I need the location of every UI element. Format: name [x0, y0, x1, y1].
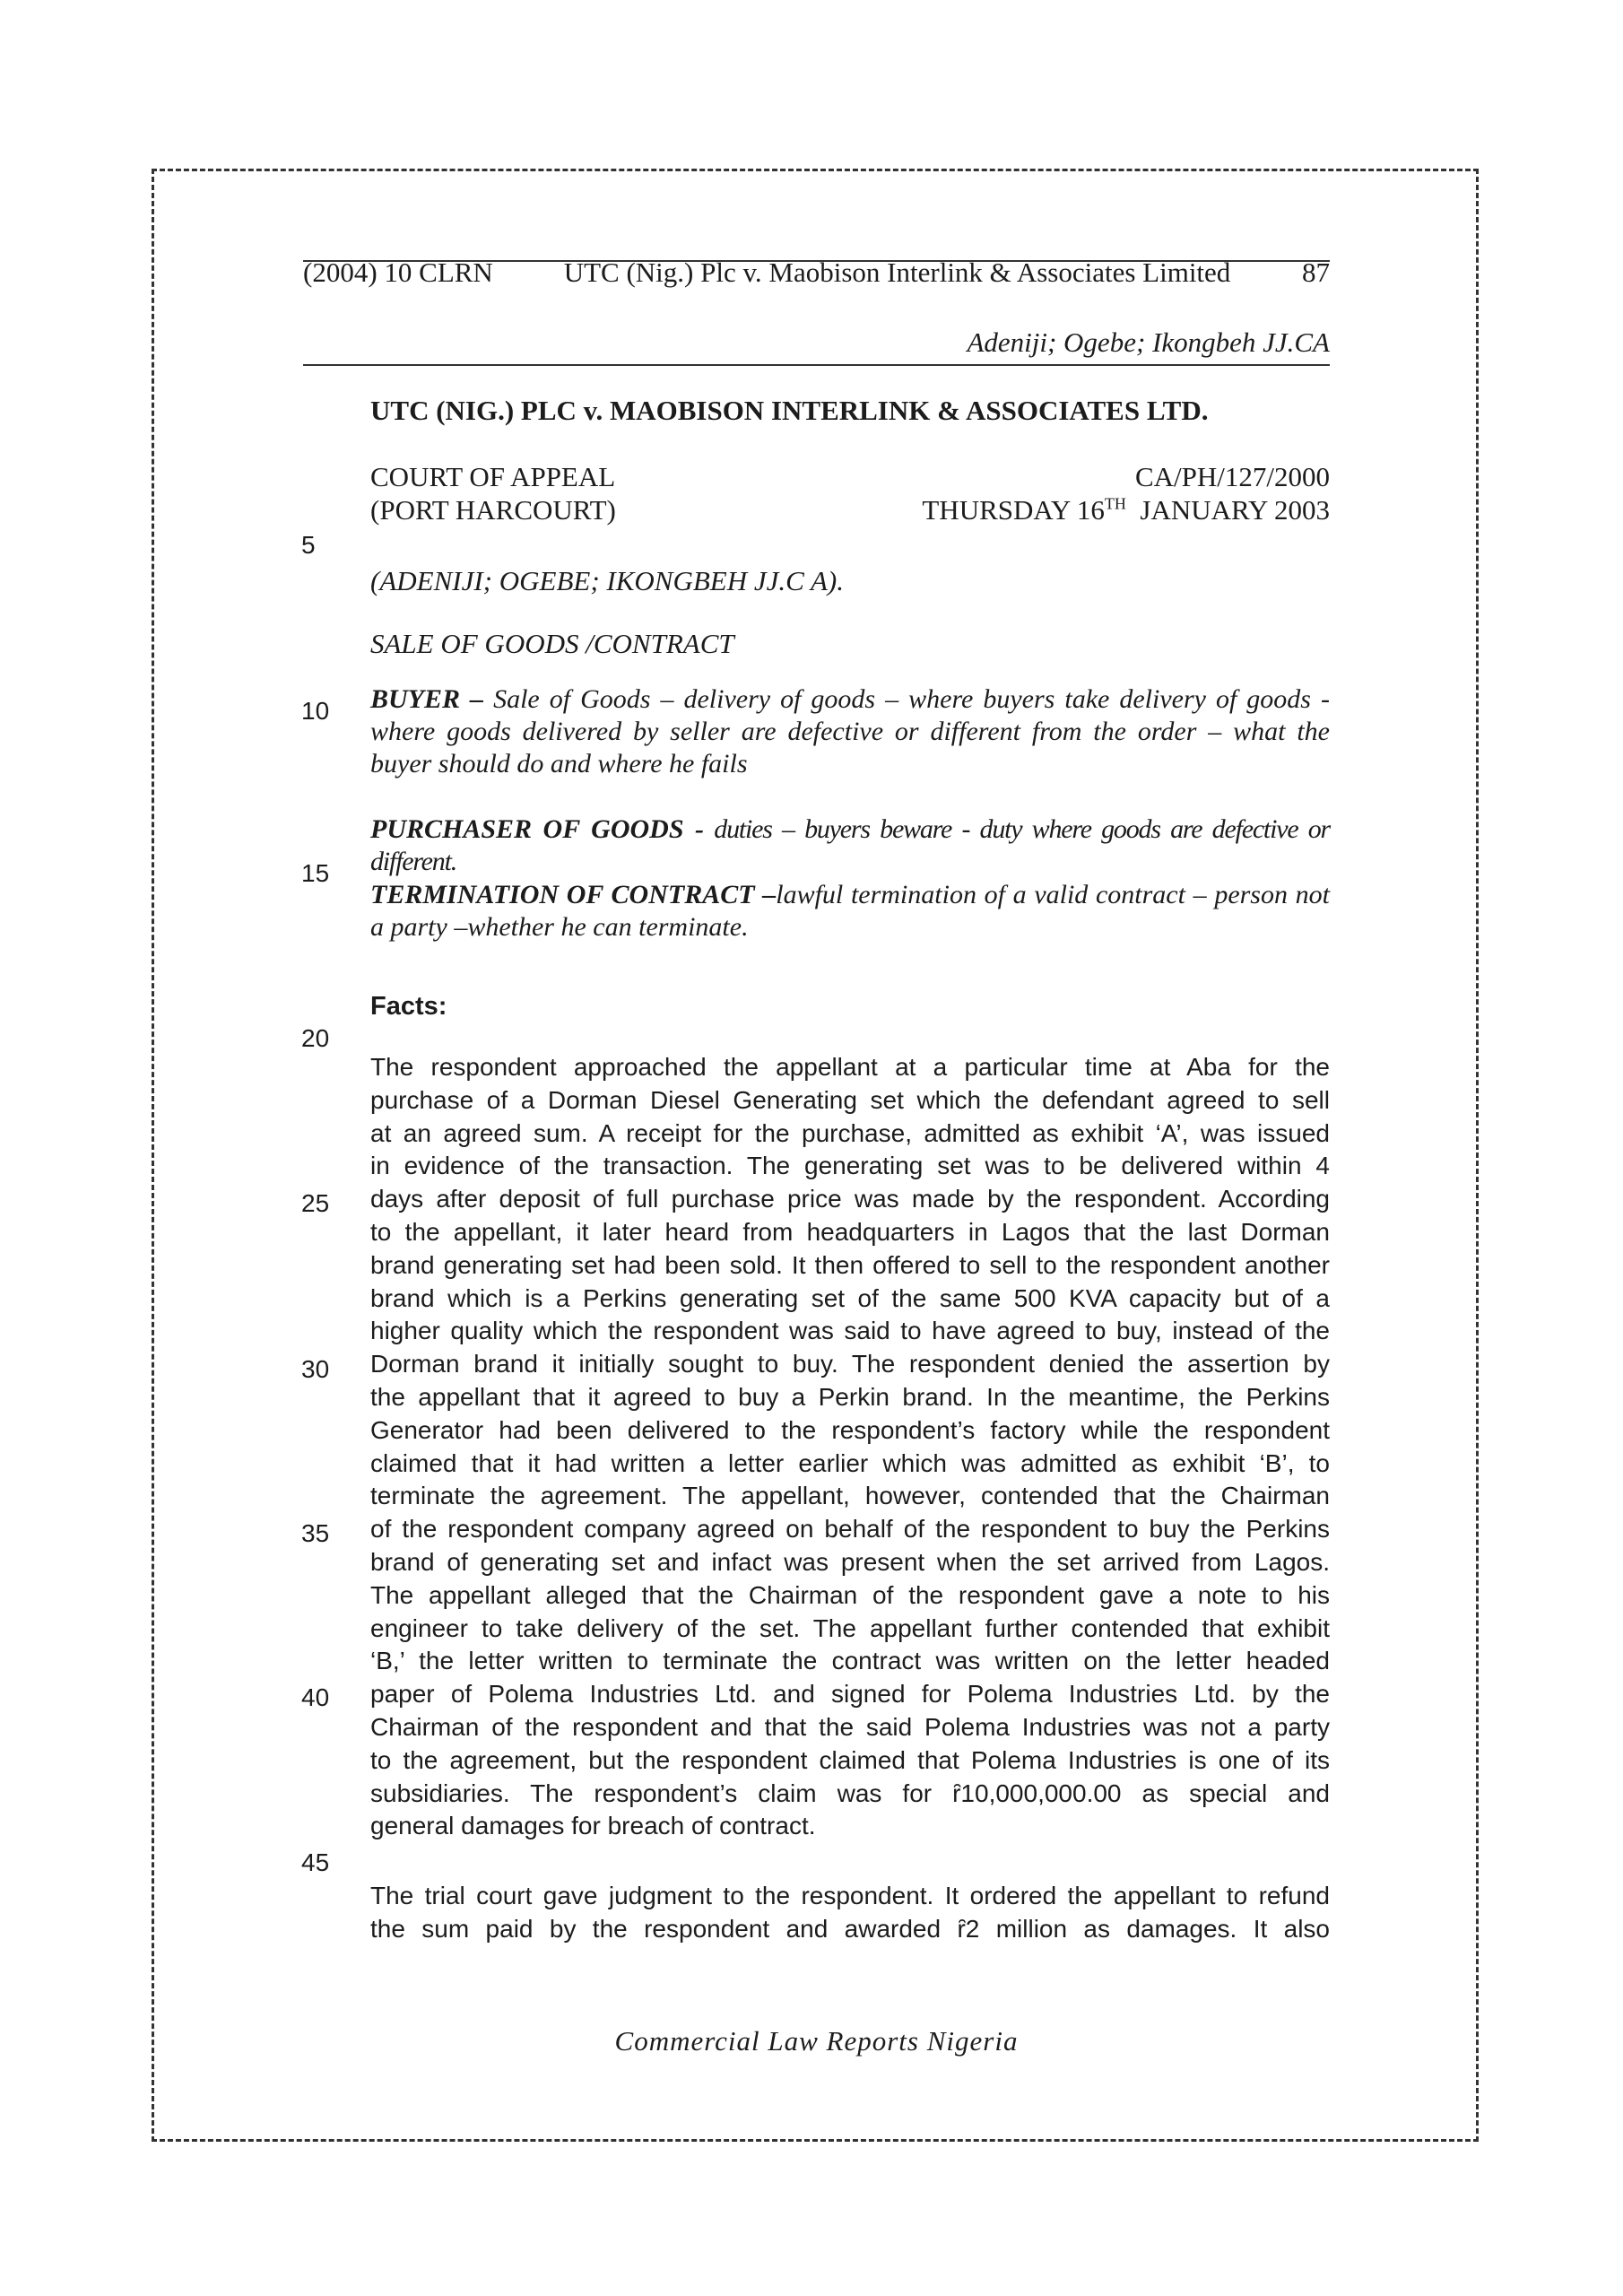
line-number: 15 — [301, 859, 330, 887]
running-title: UTC (Nig.) Plc v. Maobison Interlink & Associates Limited — [563, 257, 1231, 288]
text-line: brand which is a Perkins generating set of the same 500 KVA capacity but of a — [370, 1283, 1330, 1312]
text-line: The respondent approached the appellant at a particular time at Aba for the — [370, 1053, 1330, 1081]
facts-heading: Facts: — [370, 992, 447, 1021]
line-number: 40 — [301, 1683, 330, 1711]
line-number: 10 — [301, 697, 330, 725]
page-footer: Commercial Law Reports Nigeria — [614, 2025, 1019, 2057]
text-line: general damages for breach of contract. — [370, 1812, 816, 1840]
text-line: at an agreed sum. A receipt for the purchase, admitted as exhibit ‘A’, was issued — [370, 1118, 1330, 1147]
text-line: days after deposit of full purchase price was made by the respondent. According — [370, 1185, 1330, 1213]
text-line: to the appellant, it later heard from headquarters in Lagos that the last Dorman — [370, 1217, 1330, 1246]
suit-number: CA/PH/127/2000 — [1134, 461, 1330, 492]
text-line: ‘B,’ the letter written to terminate the contract was written on the letter headed — [370, 1647, 1330, 1675]
text-line: terminate the agreement. The appellant, however, contended that the Chairman — [370, 1482, 1330, 1510]
facts-paragraph-1 — [370, 1051, 1330, 1843]
line-number: 25 — [301, 1189, 330, 1217]
line-number: 45 — [301, 1848, 330, 1876]
header-bottom-rule — [303, 364, 1330, 366]
text-line: Chairman of the respondent and that the said Polema Industries was not a party — [370, 1712, 1330, 1741]
text-line: brand of generating set and infact was present when the set arrived from Lagos. — [370, 1547, 1330, 1576]
subject-heading: SALE OF GOODS /CONTRACT — [370, 628, 734, 659]
line-number: 30 — [301, 1355, 330, 1383]
catchword-termination: TERMINATION OF CONTRACT –lawful termination of a valid contract – person not a party –whether he can terminate. — [370, 880, 1330, 942]
division-row — [370, 494, 1330, 526]
text-line: the sum paid by the respondent and awarded ȓ2 million as damages. It also — [370, 1914, 1330, 1943]
line-number: 20 — [301, 1024, 330, 1052]
court-division: (PORT HARCOURT) — [370, 494, 616, 526]
text-line: to the agreement, but the respondent claimed that Polema Industries is one of its — [370, 1745, 1330, 1774]
running-header — [303, 257, 1330, 289]
text-line: Dorman brand it initially sought to buy. The respondent denied the assertion by — [370, 1350, 1330, 1378]
page-number: 87 — [1302, 257, 1330, 288]
judgment-date: THURSDAY 16TH JANUARY 2003 — [922, 494, 1330, 526]
text-line: of the respondent company agreed on behalf of the respondent to buy the Perkins — [370, 1515, 1330, 1544]
coram: (ADENIJI; OGEBE; IKONGBEH JJ.C A). — [370, 565, 844, 596]
text-line: in evidence of the transaction. The generating set was to be delivered within 4 — [370, 1152, 1330, 1180]
facts-paragraph-2 — [370, 1880, 1330, 1946]
court-name: COURT OF APPEAL — [370, 461, 616, 492]
citation: (2004) 10 CLRN — [303, 257, 493, 288]
text-line: subsidiaries. The respondent’s claim was for ȓ10,000,000.00 as special and — [370, 1779, 1330, 1807]
catchword-buyer: BUYER – Sale of Goods – delivery of goods – where buyers take delivery of goods - where goods delivered by seller are defective or different from the order – what the buyer should do and where he fails — [370, 684, 1330, 778]
court-row — [370, 461, 1330, 493]
line-number: 35 — [301, 1519, 330, 1547]
text-line: purchase of a Dorman Diesel Generating set which the defendant agreed to sell — [370, 1085, 1330, 1114]
text-line: higher quality which the respondent was said to have agreed to buy, instead of the — [370, 1317, 1330, 1345]
text-line: The trial court gave judgment to the respondent. It ordered the appellant to refund — [370, 1882, 1330, 1909]
text-line: claimed that it had written a letter earlier which was admitted as exhibit ‘B’, to — [370, 1448, 1330, 1477]
header-judges: Adeniji; Ogebe; Ikongbeh JJ.CA — [967, 326, 1330, 358]
line-number: 5 — [301, 531, 316, 559]
text-line: brand generating set had been sold. It then offered to sell to the respondent another — [370, 1250, 1330, 1279]
text-line: the appellant that it agreed to buy a Perkin brand. In the meantime, the Perkins — [370, 1382, 1330, 1411]
text-line: Generator had been delivered to the respondent’s factory while the respondent — [370, 1415, 1330, 1444]
catchword-purchaser: PURCHASER OF GOODS - duties – buyers beware - duty where goods are defective or different. — [370, 814, 1330, 876]
text-line: paper of Polema Industries Ltd. and signed for Polema Industries Ltd. by the — [370, 1680, 1330, 1709]
case-title: UTC (NIG.) PLC v. MAOBISON INTERLINK & ASSOCIATES LTD. — [370, 395, 1209, 426]
text-line: engineer to take delivery of the set. The appellant further contended that exhibit — [370, 1613, 1330, 1642]
text-line: The appellant alleged that the Chairman of the respondent gave a note to his — [370, 1580, 1330, 1609]
